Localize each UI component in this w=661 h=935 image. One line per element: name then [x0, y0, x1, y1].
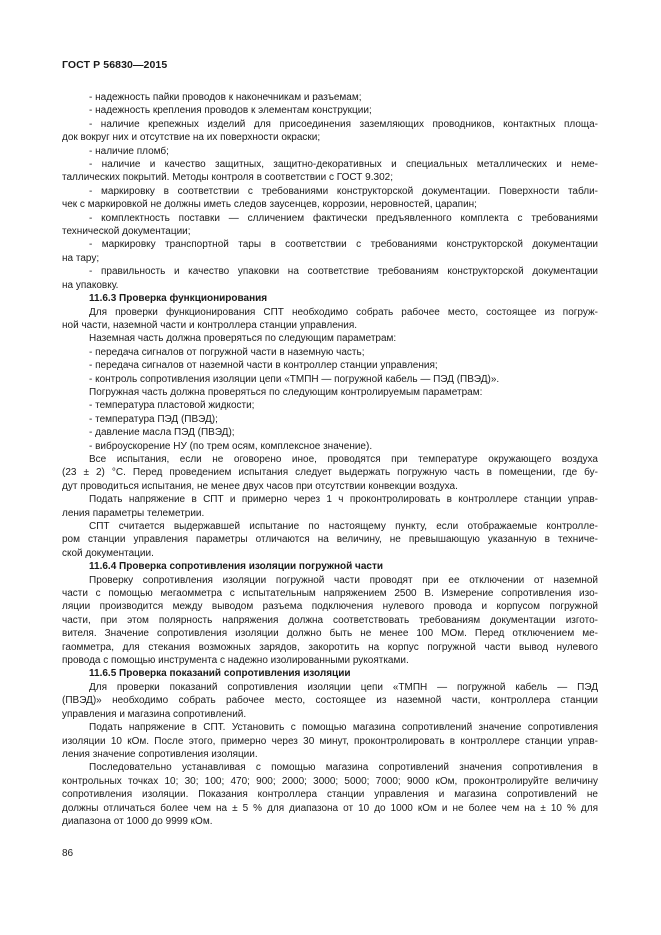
text-line: ляции производится между выводом разъема подключения нулевого провода и корпусом погружной [62, 601, 598, 613]
text-line: изоляции 10 кОм. После этого, примерно через 30 минут, проконтролировать в контроллере станции управ- [62, 735, 598, 747]
text-line: Наземная часть должна проверяться по следующим параметрам: [89, 333, 397, 345]
text-line: СПТ считается выдержавшей испытание по настоящему пункту, если отображаемые контролле- [89, 521, 598, 532]
text-line: - температура ПЭД (ПВЭД); [89, 413, 218, 425]
text-line: - наличие пломб; [89, 145, 169, 157]
text-line: - надежность крепления проводов к элементам конструкции; [89, 105, 372, 117]
text-line: управления и магазина сопротивлений. [62, 708, 247, 720]
text-line: - надежность пайки проводов к наконечникам и разъемам; [89, 92, 362, 103]
text-line: (ПВЭД)» необходимо собрать рабочее место, состоящее из наземной части, контроллера станции [62, 695, 598, 707]
text-line: - маркировку в соответствии с требованиями конструкторской документации. Поверхности табли- [89, 185, 598, 197]
text-line: чек с маркировкой не должны иметь следов заусенцев, коррозии, неровностей, царапин; [62, 199, 477, 211]
text-line: Последовательно устанавливая с помощью магазина сопротивлений значения сопротивления в [89, 762, 598, 774]
text-line: сопротивления изоляции. Показания контроллера станции управления и магазина сопротивлений не [62, 789, 598, 801]
text-line: - комплектность поставки — слличением фактически предъявленного комплекта с требованиями [89, 212, 598, 224]
text-line: (23 ± 2) °С. Перед проведением испытания следует выдержать погружную часть в помещении, где бу- [62, 467, 598, 479]
text-line: гаомметра, для стекания возможных зарядов, закоротить на корпус погружной части вывод нулевого [62, 641, 598, 653]
page-number: 86 [62, 848, 74, 859]
text-line: на тару; [62, 252, 100, 264]
text-line: должны отличаться более чем на ± 5 % для диапазона от 10 до 1000 кОм и не более чем на ± 10 % для [62, 802, 598, 814]
text-line: - наличие крепежных изделий для присоединения заземляющих проводников, контактных площа- [89, 118, 598, 130]
text-line: ской документации. [62, 547, 154, 559]
text-line: технической документации; [62, 226, 191, 238]
text-line: ром станции управления параметры отличаются на величину, не превышающую указанную в техниче- [62, 534, 598, 546]
text-line: на упаковку. [62, 279, 119, 291]
text-line: части, при этом полярность напряжения должна соответствовать требованиям документации изгото- [62, 614, 598, 626]
text-line: контрольных точках 10; 30; 100; 470; 900; 2000; 3000; 5000; 7000; 9000 кОм, проконтролируйте величину [62, 775, 598, 787]
text-line: док вокруг них и отсутствие на их поверхности окраски; [62, 132, 321, 144]
text-line: Проверку сопротивления изоляции погружной части проводят при ее отключении от наземной [89, 574, 598, 586]
text-line: диапазона от 1000 до 9999 кОм. [62, 815, 213, 827]
text-line: Все испытания, если не оговорено иное, проводятся при температуре окружающего воздуха [89, 453, 598, 465]
text-line: - виброускорение НУ (по трем осям, комплексное значение). [89, 440, 373, 452]
text-line: ления значение сопротивления изоляции. [62, 748, 258, 760]
text-line: - давление масла ПЭД (ПВЭД); [89, 427, 235, 439]
text-line: - контроль сопротивления изоляции цепи «ТМПН — погружной кабель — ПЭД (ПВЭД)». [89, 373, 500, 385]
text-line: ления параметры телеметрии. [62, 507, 205, 519]
text-line: части с помощью мегаомметра с испытательным напряжением 2500 В. Измерение сопротивления изо- [62, 588, 598, 600]
text-line: ной части, наземной части и контроллера станции управления. [62, 319, 358, 331]
document-header: ГОСТ Р 56830—2015 [62, 59, 168, 71]
text-line: - передача сигналов от наземной части в контроллер станции управления; [89, 360, 438, 372]
section-heading: 11.6.3 Проверка функционирования [89, 293, 268, 305]
text-line: провода с помощью инструмента с надежно изолированными рукоятками. [62, 655, 409, 667]
text-line: Подать напряжение в СПТ и примерно через 1 ч проконтролировать в контроллере станции управ- [89, 494, 598, 506]
text-line: Подать напряжение в СПТ. Установить с помощью магазина сопротивлений значение сопротивления [89, 722, 598, 734]
text-line: - передача сигналов от погружной части в наземную часть; [89, 346, 365, 358]
section-heading: 11.6.4 Проверка сопротивления изоляции погружной части [89, 561, 384, 573]
text-line: Погружная часть должна проверяться по следующим контролируемым параметрам: [89, 386, 483, 398]
text-line: - правильность и качество упаковки на соответствие требованиям конструкторской документации [89, 266, 598, 278]
text-line: - наличие и качество защитных, защитно-декоративных и специальных металлических и неме- [89, 159, 598, 171]
text-line: - температура пластовой жидкости; [89, 400, 255, 412]
document-body [62, 91, 598, 828]
section-heading: 11.6.5 Проверка показаний сопротивления изоляции [89, 668, 351, 680]
text-line: таллических покрытий. Методы контроля в соответствии с ГОСТ 9.302; [62, 172, 393, 184]
text-line: Для проверки функционирования СПТ необходимо собрать рабочее место, состоящее из погруж- [89, 306, 598, 318]
text-line: дут проводиться испытания, не менее двух часов при отсутствии конвекции воздуха. [62, 480, 458, 492]
text-line: - маркировку транспортной тары в соответствии с требованиями конструкторской документации [89, 239, 598, 251]
text-line: Для проверки показаний сопротивления изоляции цепи «ТМПН — погружной кабель — ПЭД [89, 681, 598, 693]
text-line: вителя. Значение сопротивления изоляции должно быть не менее 100 МОм. Перед отключением ме- [62, 628, 598, 640]
